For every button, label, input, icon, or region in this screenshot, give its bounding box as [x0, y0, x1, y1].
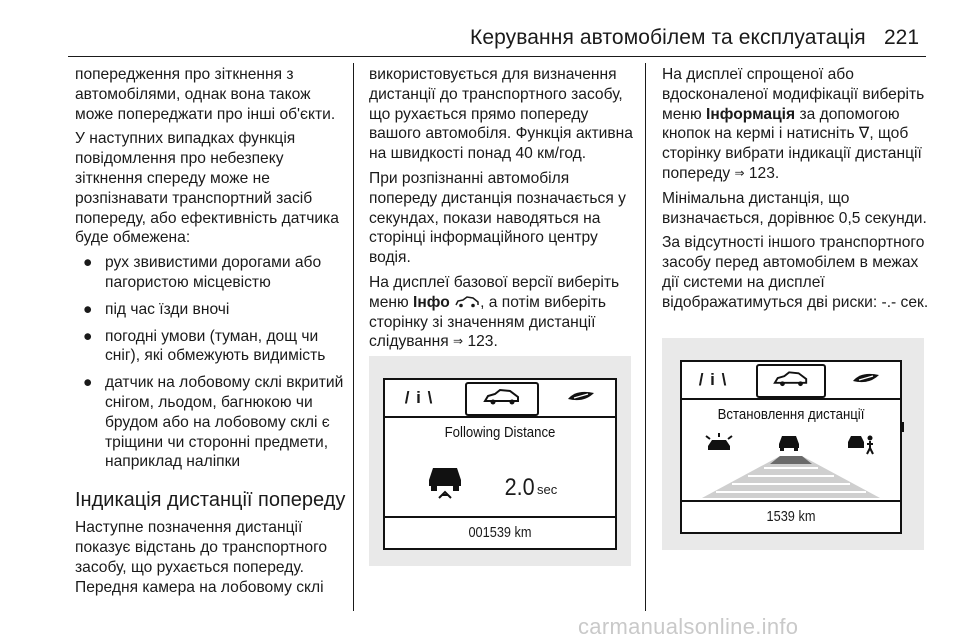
- page-number: 221: [884, 26, 920, 49]
- watermark: carmanualsonline.info: [578, 614, 799, 639]
- display-caption: Встановлення дистанції: [717, 406, 865, 423]
- distance-gauge: [702, 456, 880, 503]
- bullet-icon: ●: [83, 374, 93, 392]
- running-header-title: Керування автомобілем та експлуатація: [470, 26, 866, 49]
- display-edge-marker: [902, 422, 904, 432]
- leaf-icon: [566, 389, 596, 408]
- conditions-list: [75, 253, 347, 472]
- vehicle-ahead-icon: [425, 464, 465, 505]
- column-divider-1: [353, 63, 354, 611]
- paragraph: У наступних випадках функція повідомлення про небезпеку зіткнення спереду може не розпізнавати транспортний засіб попереду, або ефективність датчика буде обмежена:: [75, 130, 339, 247]
- paragraph: Наступне позначення дистанції показує відстань до транспортного засобу, що рухається попереду. Передня камера на лобовому склі: [75, 519, 328, 596]
- paragraph: За відсутності іншого транспортного засобу перед автомобілем в межах дії системи на дисплеї відображатимуться дві риски: -.- сек.: [662, 234, 929, 311]
- information-menu-label: Інформація: [706, 105, 796, 123]
- odometer-rule: [385, 516, 615, 518]
- page-reference-link[interactable]: 123.: [748, 164, 780, 182]
- reference-arrow-icon: ⇒: [453, 334, 464, 349]
- leaf-icon: [851, 371, 881, 390]
- right-column: [662, 65, 930, 318]
- car-icon: [454, 294, 480, 311]
- reference-arrow-icon: ⇒: [734, 165, 745, 180]
- tab-trip-info: / i \: [404, 388, 434, 407]
- tab-eco: [559, 380, 603, 416]
- display-tab-row: [385, 380, 615, 418]
- figure-basic-display: [369, 356, 631, 566]
- odometer-value: 1539 km: [766, 508, 816, 525]
- header-rule: [68, 56, 926, 57]
- bullet-icon: ●: [83, 300, 93, 318]
- page-reference-link[interactable]: 123.: [467, 333, 498, 351]
- display-caption: Following Distance: [444, 424, 556, 441]
- display-screen: [680, 360, 902, 534]
- list-item: ● погодні умови (туман, дощ чи сніг), які обмежують видимість: [83, 327, 326, 365]
- tab-trip-info: / i \: [698, 370, 728, 389]
- distance-unit: sec: [537, 482, 558, 497]
- list-item: ● датчик на лобовому склі вкритий снігом, льодом, багнюкою чи брудом або на лобовому склі є тріщини чи сторонні предмети, наприклад наліпки: [83, 374, 344, 471]
- left-column: [75, 65, 347, 602]
- info-menu-label: Інфо: [413, 293, 450, 311]
- paragraph: використовується для визначення дистанції до транспортного засобу, що рухається прямо попереду вашого автомобіля. Функція активна на швидкості понад 40 км/год.: [369, 66, 633, 163]
- list-item: ● під час їзди вночі: [83, 300, 230, 318]
- figure-advanced-display: [662, 338, 924, 550]
- display-tab-row: [682, 362, 900, 400]
- display-screen: [383, 378, 617, 550]
- tab-eco: [844, 362, 888, 398]
- car-icon: [482, 388, 522, 411]
- bullet-icon: ●: [83, 254, 93, 272]
- paragraph: попередження про зіткнення з автомобілями, однак вона також може попереджати про інші об'єкти.: [75, 66, 336, 123]
- tab-vehicle-selected: [756, 364, 826, 398]
- paragraph: На дисплеї базової версії виберіть меню Інфо , а потім виберіть сторінку зі значенням дистанції слідування ⇒ 123.: [369, 273, 620, 351]
- odometer-value: 001539 km: [468, 524, 532, 541]
- paragraph: При розпізнанні автомобіля попереду дистанція позначається у секундах, покази наводяться на сторінці інформаційного центру водія.: [369, 169, 626, 267]
- tab-vehicle-selected: [465, 382, 539, 416]
- section-heading: Індикація дистанції попереду: [75, 489, 346, 512]
- middle-column: [369, 65, 637, 357]
- car-icon: [772, 370, 810, 393]
- paragraph: Мінімальна дистанція, що визначається, дорівнює 0,5 секунди.: [662, 189, 927, 227]
- list-item: ● рух звивистими дорогами або пагористою місцевістю: [83, 254, 322, 291]
- distance-value: 2.0: [504, 474, 535, 501]
- column-divider-2: [645, 63, 646, 611]
- bullet-icon: ●: [83, 327, 93, 345]
- paragraph: На дисплеї спрощеної або вдосконаленої модифікації виберіть меню Інформація за допомогою кнопок на кермі і натисніть ∇, щоб сторінку вибрати індикації дистанції попереду ⇒ 123.: [662, 66, 925, 182]
- vehicle-ahead-icon: [778, 434, 800, 457]
- odometer-rule: [682, 500, 900, 502]
